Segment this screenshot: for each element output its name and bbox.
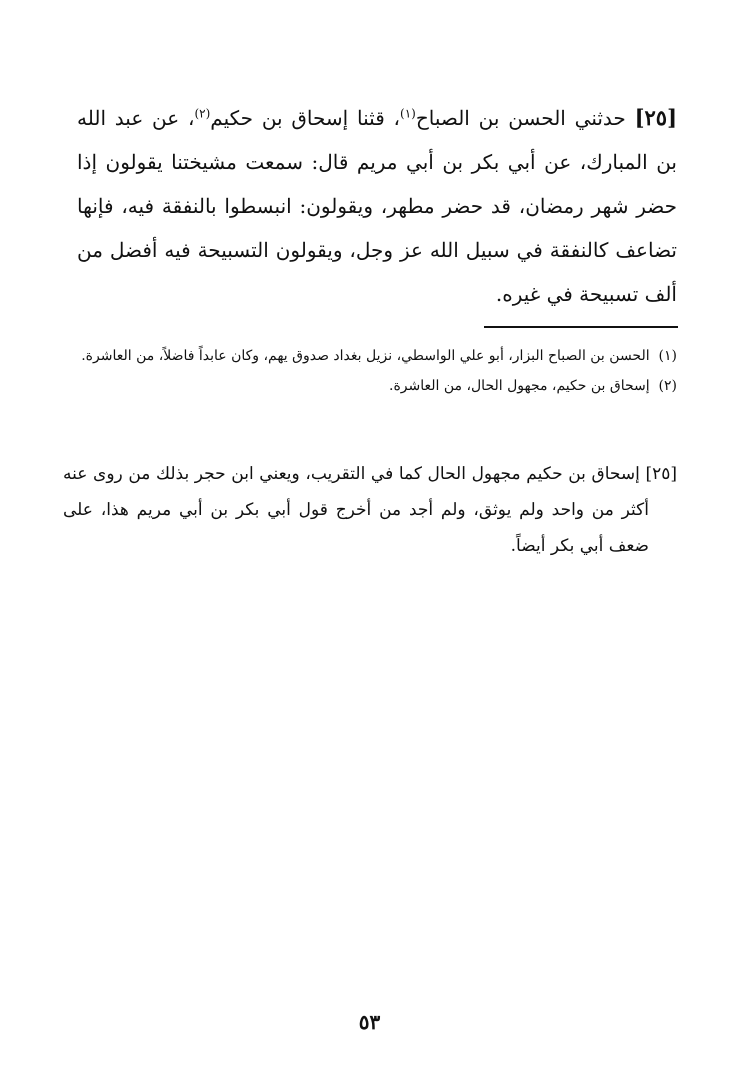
footnote-separator (484, 326, 678, 328)
hadith-chain-part-2: ، قثنا إسحاق بن حكيم (210, 106, 400, 130)
footnote-1 (63, 342, 677, 370)
commentary-number: [٢٥] (645, 464, 677, 484)
commentary-paragraph (63, 456, 677, 564)
hadith-text (77, 96, 677, 316)
hadith-chain-part-1: حدثني الحسن بن الصباح (415, 106, 626, 130)
commentary-text: إسحاق بن حكيم مجهول الحال كما في التقريب، ويعني ابن حجر بذلك من روى عنه أكثر من واحد ولم يوثق، ولم أجد من أخرج قول أبي بكر بن أبي مريم هذا، على ضعف أبي بكر أيضاً. (63, 464, 649, 556)
footnote-text: إسحاق بن حكيم، مجهول الحال، من العاشرة. (389, 378, 650, 394)
footnote-ref-1: (١) (400, 106, 416, 121)
footnote-ref-2: (٢) (194, 106, 211, 121)
hadith-paragraph (77, 96, 677, 316)
footnote-2 (63, 372, 677, 400)
footnote-number: (٢) (658, 378, 677, 394)
hadith-number: [٢٥] (634, 105, 678, 130)
commentary (63, 456, 677, 564)
footnote-number: (١) (658, 348, 677, 364)
page-number: ٥٣ (358, 1010, 381, 1034)
footnote-text: الحسن بن الصباح البزار، أبو علي الواسطي، نزيل بغداد صدوق يهم، وكان عابداً فاضلاً، من العاشرة. (81, 348, 650, 364)
footnotes (63, 342, 677, 402)
hadith-body: ، عن عبد الله بن المبارك، عن أبي بكر بن أبي مريم قال: سمعت مشيختنا يقولون إذا حضر شهر رمضان، قد حضر مطهر، ويقولون: انبسطوا بالنفقة فيه، فإنها تضاعف كالنفقة في سبيل الله عز وجل، ويقولون التسبيحة فيه أفضل من ألف تسبيحة في غيره. (77, 106, 677, 306)
